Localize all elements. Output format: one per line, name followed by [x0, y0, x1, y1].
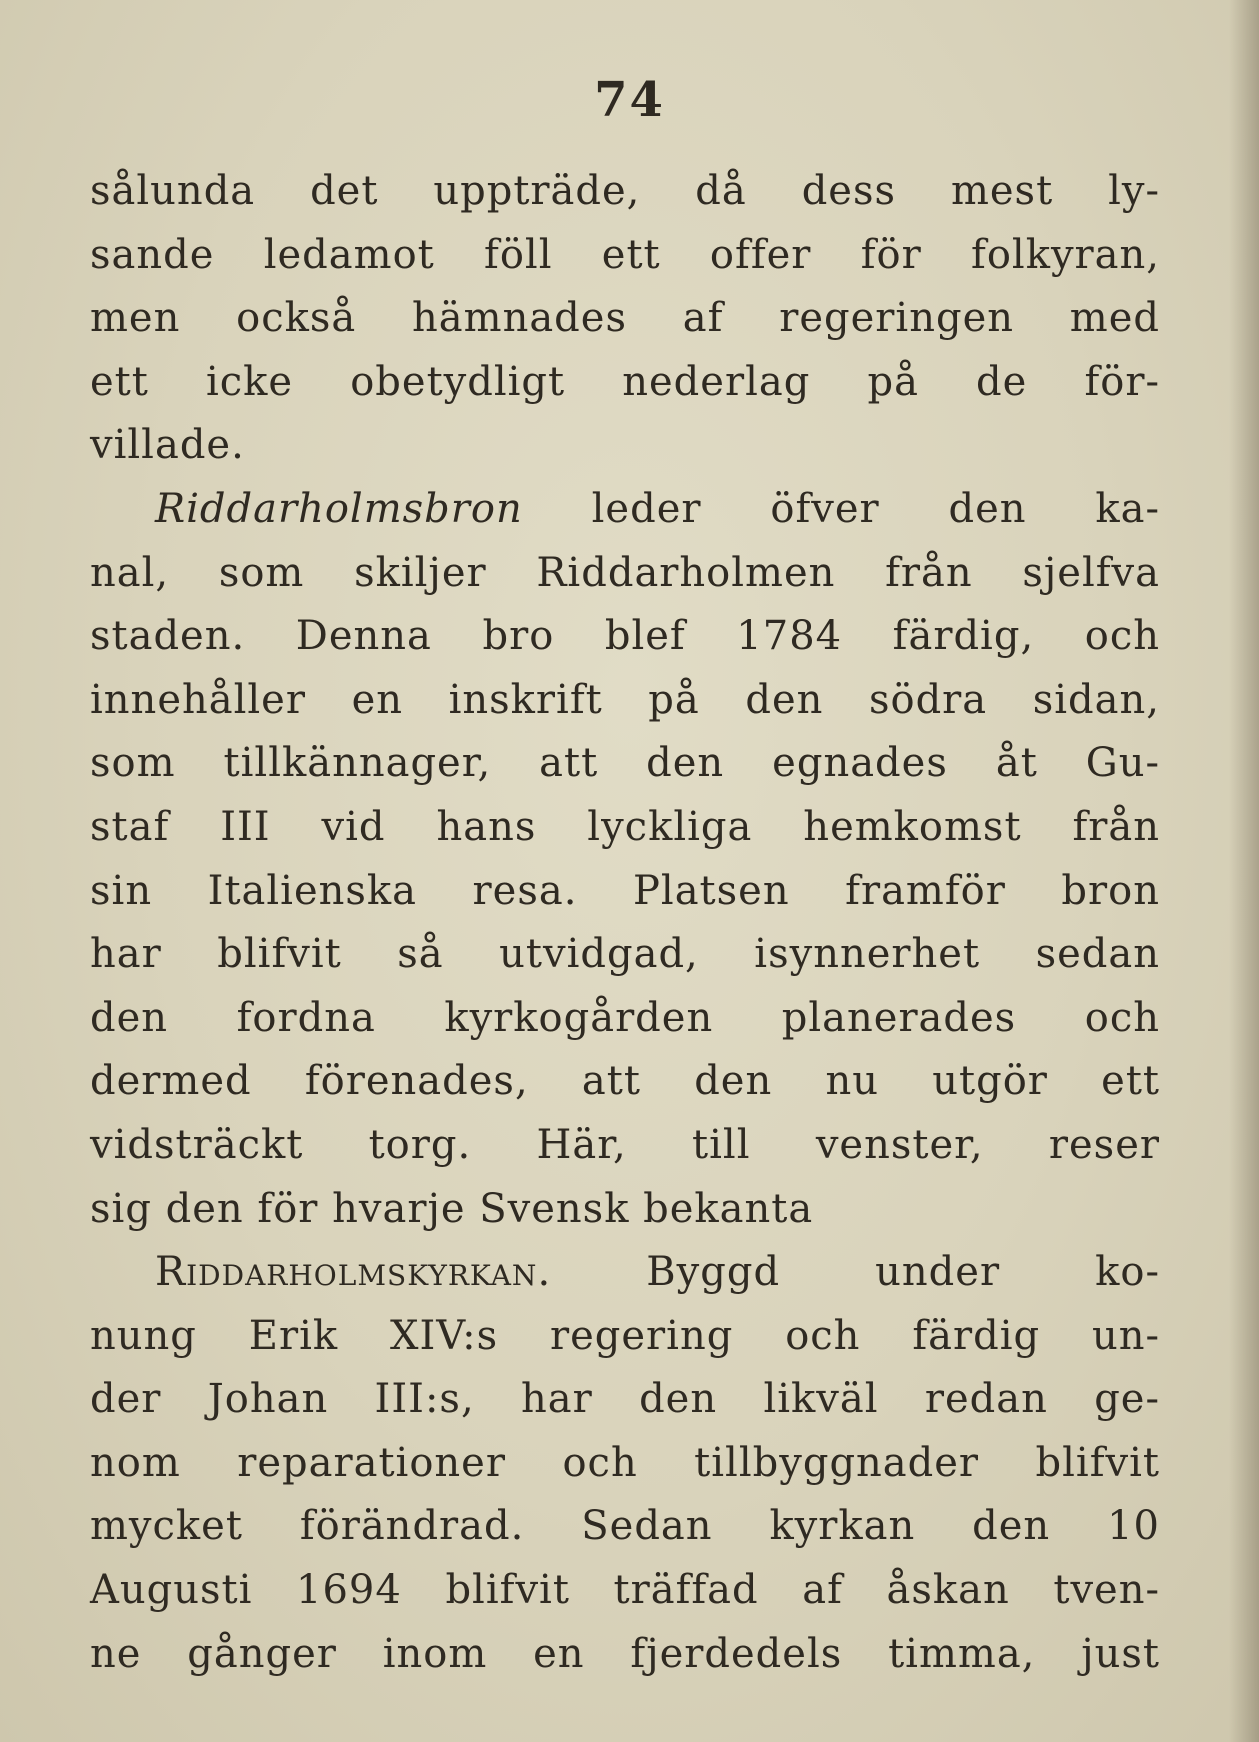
text-line: staf III vid hans lyckliga hemkomst från: [90, 803, 1160, 850]
text-line: som tillkännager, att den egnades åt Gu-: [90, 740, 1160, 787]
text-line: vidsträckt torg. Här, till venster, reser: [90, 1121, 1160, 1168]
text-line: [90, 1241, 1160, 1305]
text-line: ett icke obetydligt nederlag på de för-: [90, 358, 1160, 405]
page-edge-shadow: [1229, 0, 1259, 1742]
text-line: den fordna kyrkogården planerades och: [90, 994, 1160, 1041]
line-continuation: leder öfver den ka-: [522, 485, 1160, 532]
text-line: Augusti 1694 blifvit träffad af åskan tven-: [90, 1567, 1160, 1614]
text-line: innehåller en inskrift på den södra sidan,: [90, 676, 1160, 723]
text-line: sin Italienska resa. Platsen framför bron: [90, 867, 1160, 914]
text-line: sig den för hvarje Svensk bekanta: [90, 1185, 814, 1232]
text-line: dermed förenades, att den nu utgör ett: [90, 1058, 1160, 1105]
text-line: [90, 478, 1160, 542]
page-number: 74: [594, 72, 665, 128]
text-line: nung Erik XIV:s regering och färdig un-: [90, 1312, 1160, 1359]
text-line: staden. Denna bro blef 1784 färdig, och: [90, 613, 1160, 660]
smallcaps-term: Riddarholmskyrkan: [155, 1249, 538, 1296]
text-line: nal, som skiljer Riddarholmen från sjelfva: [90, 549, 1160, 596]
text-line: sålunda det uppträde, då dess mest ly-: [90, 168, 1160, 214]
text-line: sande ledamot föll ett offer för folkyran,: [90, 231, 1160, 278]
italic-term: Riddarholmsbron: [155, 485, 523, 532]
text-line: nom reparationer och tillbyggnader blifvit: [90, 1439, 1160, 1486]
line-continuation: . Byggd under ko-: [537, 1249, 1160, 1296]
text-line: ne gånger inom en fjerdedels timma, just: [90, 1630, 1160, 1677]
text-line: villade.: [90, 422, 245, 469]
text-line: har blifvit så utvidgad, isynnerhet sedan: [90, 931, 1160, 978]
text-line: mycket förändrad. Sedan kyrkan den 10: [90, 1503, 1160, 1550]
text-line: men också hämnades af regeringen med: [90, 295, 1160, 342]
text-line: der Johan III:s, har den likväl redan ge-: [90, 1376, 1160, 1423]
body-text: [90, 160, 1160, 1686]
